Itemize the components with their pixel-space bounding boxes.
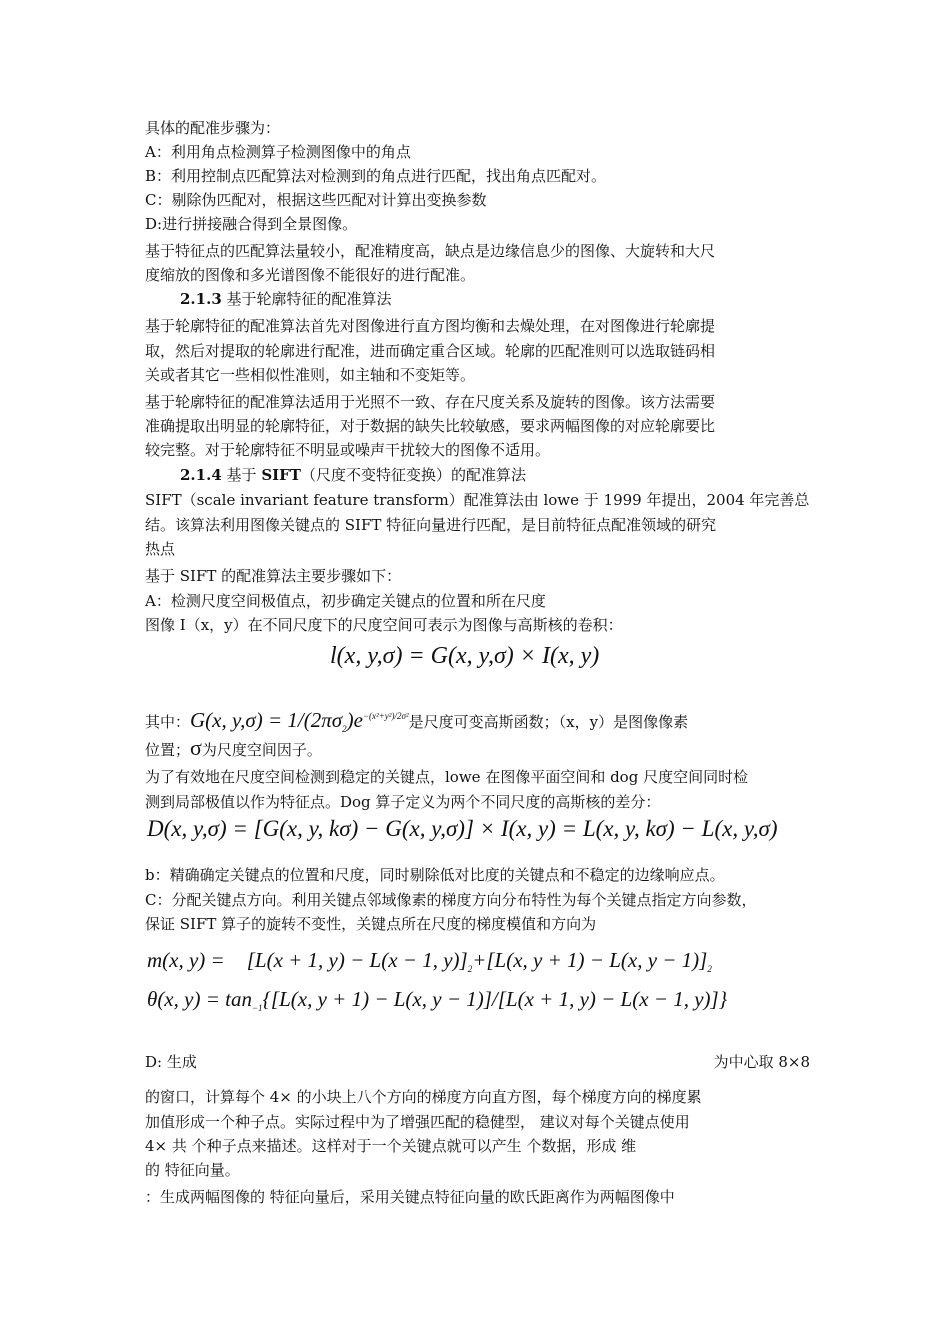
paragraph-line: ：生成两幅图像的 特征向量后，采用关键点特征向量的欧氏距离作为两幅图像中 <box>145 1188 675 1206</box>
eq-superscript: −(x²+y²)/2σ² <box>362 711 409 721</box>
paragraph-line: SIFT（scale invariant feature transform）配准算法由 lowe 于 1999 年提出，2004 年完善总 <box>145 491 810 509</box>
equation-gaussian <box>190 708 409 735</box>
eq-superscript: −1 <box>251 1003 263 1014</box>
equation-gradient-direction <box>147 987 727 1013</box>
section-heading-2-1-3 <box>180 289 845 309</box>
eq-lhs: m(x, y) = <box>147 948 225 972</box>
list-item: b：精确确定关键点的位置和尺度，同时剔除低对比度的关键点和不稳定的边缘响应点。 <box>145 866 725 884</box>
text-prefix: 位置； <box>145 741 191 759</box>
paragraph-line-d <box>145 1052 810 1072</box>
eq-term: [L(x, y + 1) − L(x, y − 1)] <box>486 948 708 972</box>
paragraph-line: 基于 SIFT 的配准算法主要步骤如下： <box>145 567 402 585</box>
text-right: 为中心取 8×8 <box>713 1053 810 1071</box>
text-left: D: 生成 <box>145 1053 197 1071</box>
paragraph-line: 测到局部极值以作为特征点。Dog 算子定义为两个不同尺度的高斯核的差分： <box>145 793 661 811</box>
list-item: A：检测尺度空间极值点，初步确定关键点的位置和所在尺度 <box>145 592 546 610</box>
paragraph-line-sigma <box>145 735 810 760</box>
list-item: B：利用控制点匹配算法对检测到的角点进行匹配，找出角点匹配对。 <box>145 167 607 185</box>
paragraph-line: 热点 <box>145 540 176 558</box>
sigma-symbol: σ <box>190 735 202 760</box>
section-heading-2-1-4 <box>180 465 845 485</box>
paragraph-line: 取，然后对提取的轮廓进行配准，进而确定重合区域。轮廓的匹配准则可以选取链码相 <box>145 342 716 360</box>
section-title-rest: （尺度不变特征变换）的配准算法 <box>300 466 526 484</box>
paragraph-line: 具体的配准步骤为： <box>145 119 281 137</box>
paragraph-line: 关或者其它一些相似性准则，如主轴和不变矩等。 <box>145 366 476 384</box>
eq-term: [L(x + 1, y) − L(x − 1, y)] <box>246 948 468 972</box>
list-item: C：剔除伪匹配对，根据这些匹配对计算出变换参数 <box>145 191 487 209</box>
paragraph-line: 基于特征点的匹配算法量较小，配准精度高，缺点是边缘信息少的图像、大旋转和大尺 <box>145 242 716 260</box>
eq-lhs: θ(x, y) = tan <box>147 987 252 1011</box>
text-suffix: 为尺度空间因子。 <box>201 741 322 759</box>
eq-power: 2 <box>707 964 712 975</box>
paragraph-line: 较完整。对于轮廓特征不明显或噪声干扰较大的图像不适用。 <box>145 441 551 459</box>
paragraph-line: 基于轮廓特征的配准算法首先对图像进行直方图均衡和去燥处理，在对图像进行轮廓提 <box>145 317 716 335</box>
section-title-sift: SIFT <box>261 466 301 484</box>
equation-dog: D(x, y,σ) = [G(x, y, kσ) − G(x, y,σ)] × I(x, y) = L(x, y, kσ) − L(x, y,σ) <box>147 816 778 841</box>
paragraph-line: 4× 共 个种子点来描述。这样对于一个关键点就可以产生 个数据，形成 维 <box>145 1137 637 1155</box>
paragraph-line: 图像 I（x，y）在不同尺度下的尺度空间可表示为图像与高斯核的卷积： <box>145 616 623 634</box>
paragraph-line: 的 特征向量。 <box>145 1161 240 1179</box>
eq-power: 2 <box>467 964 473 975</box>
paragraph-line: 加值形成一个种子点。实际过程中为了增强匹配的稳健型， 建议对每个关键点使用 <box>145 1113 690 1131</box>
list-item: A：利用角点检测算子检测图像中的角点 <box>145 143 411 161</box>
paragraph-line: 基于轮廓特征的配准算法适用于光照不一致、存在尺度关系及旋转的图像。该方法需要 <box>145 393 716 411</box>
paragraph-line: 度缩放的图像和多光谱图像不能很好的进行配准。 <box>145 266 476 284</box>
paragraph-line: 保证 SIFT 算子的旋转不变性，关键点所在尺度的梯度模值和方向为 <box>145 915 597 933</box>
section-number: 2.1.3 <box>180 290 222 308</box>
paragraph-line: 结。该算法利用图像关键点的 SIFT 特征向量进行匹配，是目前特征点配准领域的研究 <box>145 516 717 534</box>
equation-scale-space: l(x, y,σ) = G(x, y,σ) × I(x, y) <box>330 643 600 669</box>
eq-rhs: {[L(x, y + 1) − L(x, y − 1)]/[L(x + 1, y) − L(x − 1, y)]} <box>262 987 728 1011</box>
section-title-part: 基于 <box>221 466 262 484</box>
section-title: 基于轮廓特征的配准算法 <box>221 290 392 308</box>
paragraph-line-gaussian <box>145 706 810 739</box>
paragraph-line: 的窗口，计算每个 4× 的小块上八个方向的梯度方向直方图，每个梯度方向的梯度累 <box>145 1088 702 1106</box>
section-number: 2.1.4 <box>180 466 222 484</box>
eq-subscript: 2 <box>342 724 347 735</box>
equation-gradient-magnitude <box>147 948 712 974</box>
text-prefix: 其中： <box>145 713 191 731</box>
paragraph-line: 为了有效地在尺度空间检测到稳定的关键点，lowe 在图像平面空间和 dog 尺度空间同时检 <box>145 768 749 786</box>
list-item: C：分配关键点方向。利用关键点邻域像素的梯度方向分布特性为每个关键点指定方向参数， <box>145 891 757 909</box>
list-item: D:进行拼接融合得到全景图像。 <box>145 215 358 233</box>
paragraph-line: 准确提取出明显的轮廓特征，对于数据的缺失比较敏感，要求两幅图像的对应轮廓要比 <box>145 417 716 435</box>
eq-part: )e <box>346 708 363 732</box>
eq-plus: + <box>472 948 487 972</box>
eq-part: G(x, y,σ) = 1/(2πσ <box>190 708 343 732</box>
text-suffix: 是尺度可变高斯函数；（x，y）是图像像素 <box>408 713 689 731</box>
